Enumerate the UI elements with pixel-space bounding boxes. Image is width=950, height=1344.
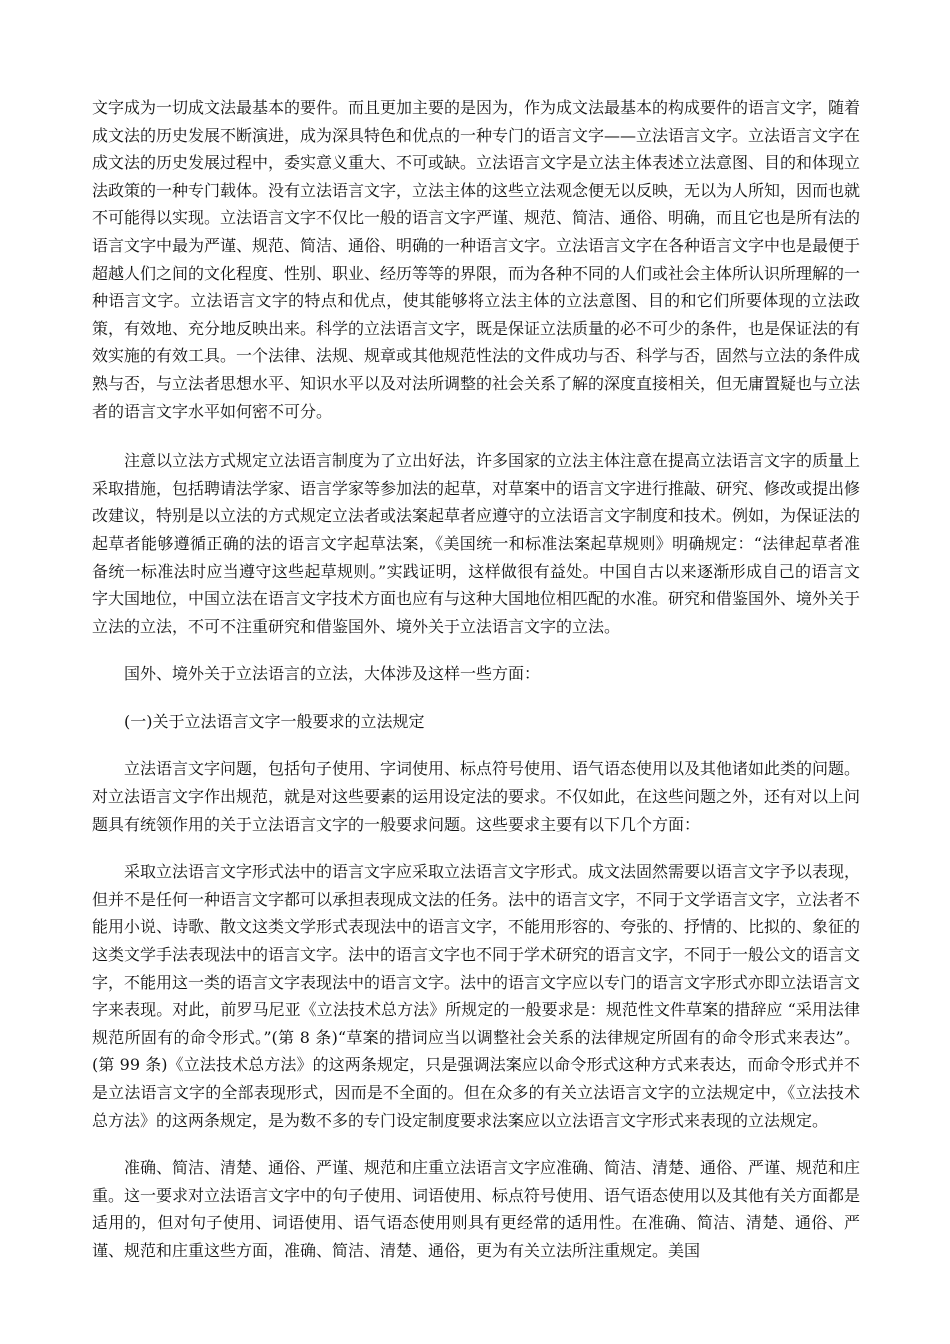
document-page [92, 94, 860, 1285]
paragraph-legislative-form: 采取立法语言文字形式法中的语言文字应采取立法语言文字形式。成文法固然需要以语言文字予以表现，但并不是任何一种语言文字都可以承担表现成文法的任务。法中的语言文字，不同于文学语言文字，立法者不能用小说、诗歌、散文这类文学形式表现法中的语言文字，不能用形容的、夸张的、抒情的、比拟的、象征的这类文学手法表现法中的语言文字。法中的语言文字也不同于学术研究的语言文字，不同于一般公文的语言文字，不能用这一类的语言文字表现法中的语言文字。法中的语言文字应以专门的语言文字形式亦即立法语言文字来表现。对此，前罗马尼亚《立法技术总方法》所规定的一般要求是：规范性文件草案的措辞应 “采用法律规范所固有的命令形式。”(第 8 条)“草案的措词应当以调整社会关系的法律规定所固有的命令形式来表达”。(第 99 条)《立法技术总方法》的这两条规定，只是强调法案应以命令形式这种方式来表达，而命令形式并不是立法语言文字的全部表现形式，因而是不全面的。但在众多的有关立法语言文字的立法规定中，《立法技术总方法》的这两条规定，是为数不多的专门设定制度要求法案应以立法语言文字形式来表现的立法规定。 [92, 862, 861, 1130]
paragraph-accuracy-requirements: 准确、简洁、清楚、通俗、严谨、规范和庄重立法语言文字应准确、简洁、清楚、通俗、严谨、规范和庄重。这一要求对立法语言文字中的句子使用、词语使用、标点符号使用、语气语态使用以及其他有关方面都是适用的，但对句子使用、词语使用、语气语态使用则具有更经常的适用性。在准确、简洁、清楚、通俗、严谨、规范和庄重这些方面，准确、简洁、清楚、通俗，更为有关立法所注重规定。美国 [92, 1158, 861, 1260]
paragraph-legislative-language-importance: 文字成为一切成文法最基本的要件。而且更加主要的是因为，作为成文法最基本的构成要件的语言文字，随着成文法的历史发展不断演进，成为深具特色和优点的一种专门的语言文字——立法语言文字。立法语言文字在成文法的历史发展过程中，委实意义重大、不可或缺。立法语言文字是立法主体表述立法意图、目的和体现立法政策的一种专门载体。没有立法语言文字，立法主体的这些立法观念便无以反映，无以为人所知，因而也就不可能得以实现。立法语言文字不仅比一般的语言文字严谨、规范、简洁、通俗、明确，而且它也是所有法的语言文字中最为严谨、规范、简洁、通俗、明确的一种语言文字。立法语言文字在各种语言文字中也是最便于超越人们之间的文化程度、性别、职业、经历等等的界限，而为各种不同的人们或社会主体所认识所理解的一种语言文字。立法语言文字的特点和优点，使其能够将立法主体的立法意图、目的和它们所要体现的立法政策，有效地、充分地反映出来。科学的立法语言文字，既是保证立法质量的必不可少的条件，也是保证法的有效实施的有效工具。一个法律、法规、规章或其他规范性法的文件成功与否、科学与否，固然与立法的条件成熟与否，与立法者思想水平、知识水平以及对法所调整的社会关系了解的深度直接相关，但无庸置疑也与立法者的语言文字水平如何密不可分。 [92, 98, 861, 421]
paragraph-language-issues: 立法语言文字问题，包括句子使用、字词使用、标点符号使用、语气语态使用以及其他诸如此类的问题。对立法语言文字作出规范，就是对这些要素的运用设定法的要求。不仅如此，在这些问题之外，还有对以上问题具有统领作用的关于立法语言文字的一般要求问题。这些要求主要有以下几个方面： [92, 759, 861, 834]
section-heading-general-requirements: (一)关于立法语言文字一般要求的立法规定 [124, 711, 425, 731]
paragraph-legislative-language-system: 注意以立法方式规定立法语言制度为了立出好法，许多国家的立法主体注意在提高立法语言文字的质量上采取措施，包括聘请法学家、语言学家等参加法的起草，对草案中的语言文字进行推敲、研究、修改或提出修改建议，特别是以立法的方式规定立法者或法案起草者应遵守的立法语言文字制度和技术。例如，为保证法的起草者能够遵循正确的法的语言文字起草法案，《美国统一和标准法案起草规则》明确规定：“法律起草者准备统一标准法时应当遵守这些起草规则。”实践证明，这样做很有益处。中国自古以来逐渐形成自己的语言文字大国地位，中国立法在语言文字技术方面也应有与这种大国地位相匹配的水准。研究和借鉴国外、境外关于立法的立法，不可不注重研究和借鉴国外、境外关于立法语言文字的立法。 [92, 451, 861, 636]
paragraph-foreign-legislation-intro: 国外、境外关于立法语言的立法，大体涉及这样一些方面： [124, 664, 541, 684]
